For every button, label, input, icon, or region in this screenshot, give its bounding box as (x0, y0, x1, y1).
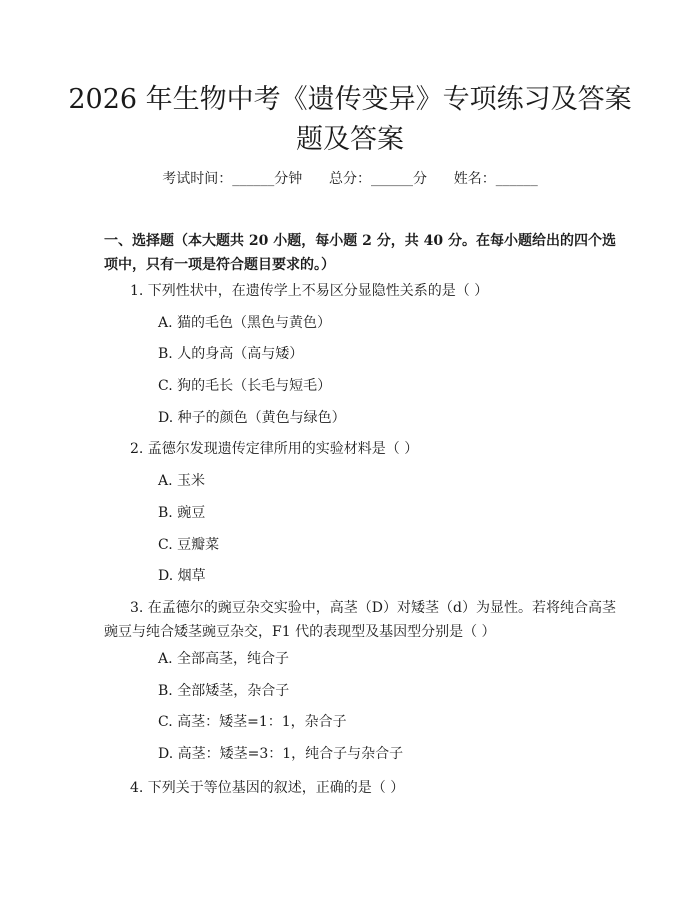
question-2-option-b: B. 豌豆 (158, 505, 206, 521)
question-1-option-d: D. 种子的颜色（黄色与绿色） (158, 410, 346, 426)
exam-time-label: 考试时间：______分钟 (162, 171, 303, 187)
question-3-option-d: D. 高茎：矮茎=3：1，纯合子与杂合子 (158, 746, 404, 762)
question-3-option-c: C. 高茎：矮茎=1：1，杂合子 (158, 714, 347, 730)
question-2-option-d: D. 烟草 (158, 568, 206, 584)
question-1: 1. 下列性状中，在遗传学上不易区分显隐性关系的是（ ） (130, 283, 489, 299)
question-2-option-c: C. 豆瓣菜 (158, 537, 220, 553)
question-1-option-a: A. 猫的毛色（黑色与黄色） (158, 315, 332, 331)
student-name-label: 姓名：______ (453, 171, 538, 187)
total-score-label: 总分：______分 (329, 171, 427, 187)
page-title: 2026 年生物中考《遗传变异》专项练习及答案题及答案 (68, 84, 632, 155)
question-1-option-b: B. 人的身高（高与矮） (158, 346, 304, 362)
question-4: 4. 下列关于等位基因的叙述，正确的是（ ） (130, 780, 405, 796)
question-1-option-c: C. 狗的毛长（长毛与短毛） (158, 378, 332, 394)
question-3: 3. 在孟德尔的豌豆杂交实验中，高茎（D）对矮茎（d）为显性。若将纯合高茎豌豆与纯合矮茎豌豆杂交，F1 代的表现型及基因型分别是（ ） (104, 600, 616, 640)
section-heading-choice: 一、选择题（本大题共 20 小题，每小题 2 分，共 40 分。在每小题给出的四个选项中，只有一项是符合题目要求的。） (104, 233, 616, 273)
question-2-option-a: A. 玉米 (158, 473, 206, 489)
question-3-option-a: A. 全部高茎，纯合子 (158, 651, 290, 667)
question-2: 2. 孟德尔发现遗传定律所用的实验材料是（ ） (130, 441, 419, 457)
exam-info-line (0, 168, 700, 188)
question-3-option-b: B. 全部矮茎，杂合子 (158, 683, 290, 699)
